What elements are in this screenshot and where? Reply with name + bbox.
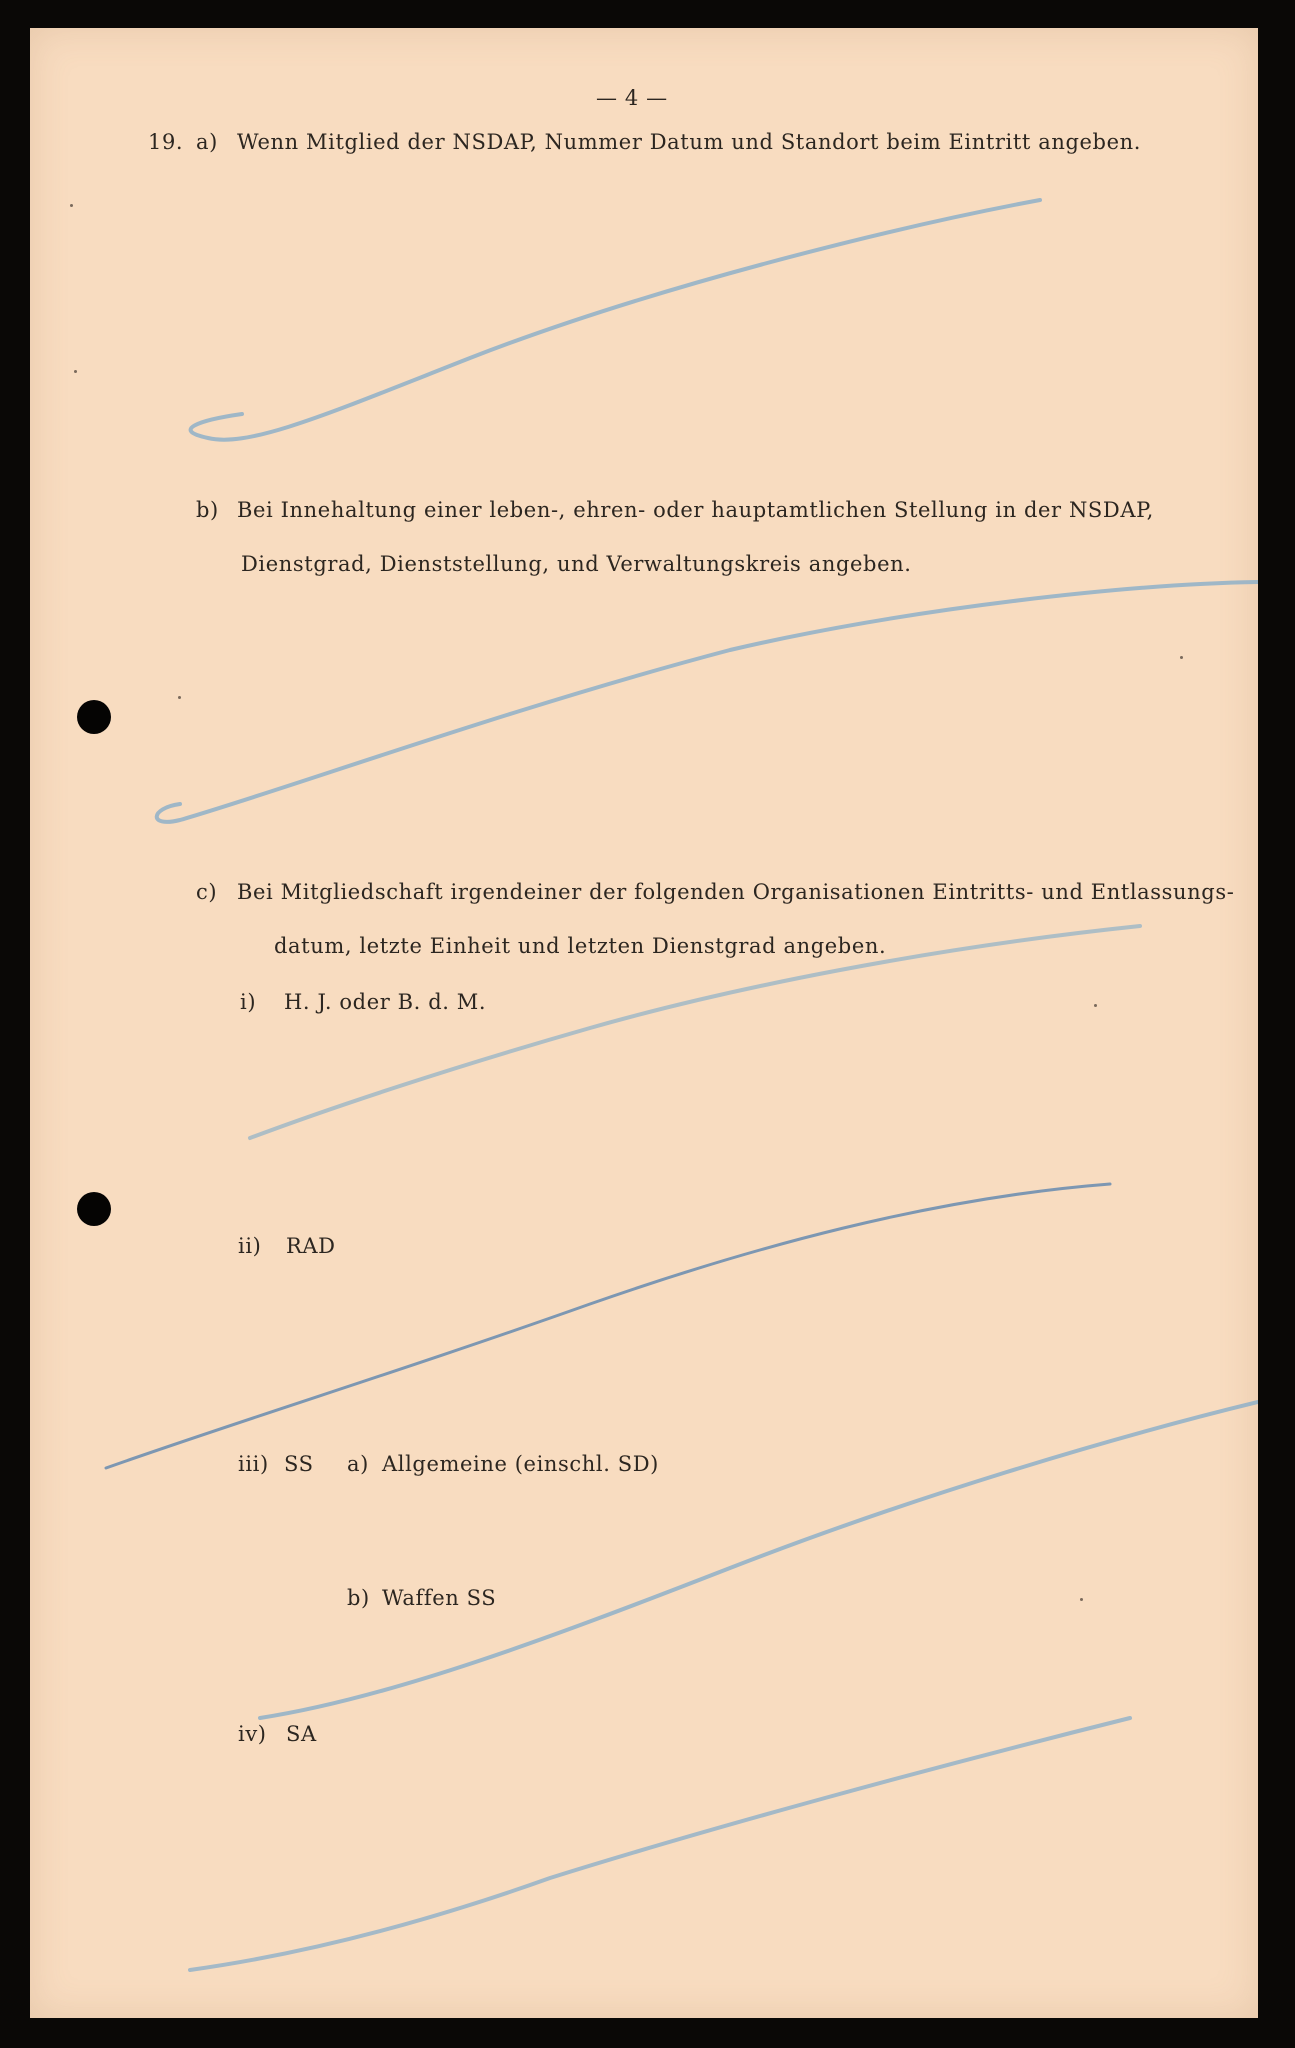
item-i-text: H. J. oder B. d. M. — [284, 990, 487, 1014]
item-ii-text: RAD — [286, 1234, 336, 1258]
strikeout-stroke-d — [106, 1184, 1110, 1468]
q19b-text-line1: Bei Innehaltung einer leben-, ehren- oder hauptamtlichen Stellung in der NSDAP, — [237, 498, 1154, 522]
item-iii-text: SS — [284, 1452, 314, 1476]
question-number: 19. — [148, 130, 184, 154]
item-iv-text: SA — [286, 1722, 317, 1746]
q19c-text-line1: Bei Mitgliedschaft irgendeiner der folgenden Organisationen Eintritts- und Entlassungs- — [237, 880, 1235, 904]
q19b-text-line2: Dienstgrad, Dienststellung, und Verwaltungskreis angeben. — [241, 552, 912, 576]
q19a-text: Wenn Mitglied der NSDAP, Nummer Datum und Standort beim Eintritt angeben. — [237, 130, 1142, 154]
item-iii-sub-b-text: Waffen SS — [382, 1586, 497, 1610]
strikeout-stroke-a — [191, 200, 1040, 440]
item-iv-label: iv) — [238, 1722, 267, 1746]
strikeout-stroke-b — [157, 582, 1258, 822]
strikeout-stroke-e — [260, 1402, 1258, 1718]
page-number: — 4 — — [596, 86, 668, 110]
q19a-label: a) — [196, 130, 218, 154]
item-ii-label: ii) — [238, 1234, 262, 1258]
item-iii-sub-a-label: a) — [347, 1452, 369, 1476]
q19b-label: b) — [196, 498, 219, 522]
item-i-label: i) — [240, 990, 257, 1014]
item-iii-sub-a-text: Allgemeine (einschl. SD) — [382, 1452, 659, 1476]
document-page — [30, 28, 1258, 2018]
item-iii-sub-b-label: b) — [347, 1586, 370, 1610]
strikeout-stroke-c — [250, 926, 1140, 1138]
item-iii-label: iii) — [238, 1452, 269, 1476]
pencil-strikeouts — [30, 28, 1258, 2018]
q19c-label: c) — [196, 880, 218, 904]
q19c-text-line2: datum, letzte Einheit und letzten Dienstgrad angeben. — [274, 934, 887, 958]
strikeout-stroke-f — [190, 1718, 1130, 1970]
